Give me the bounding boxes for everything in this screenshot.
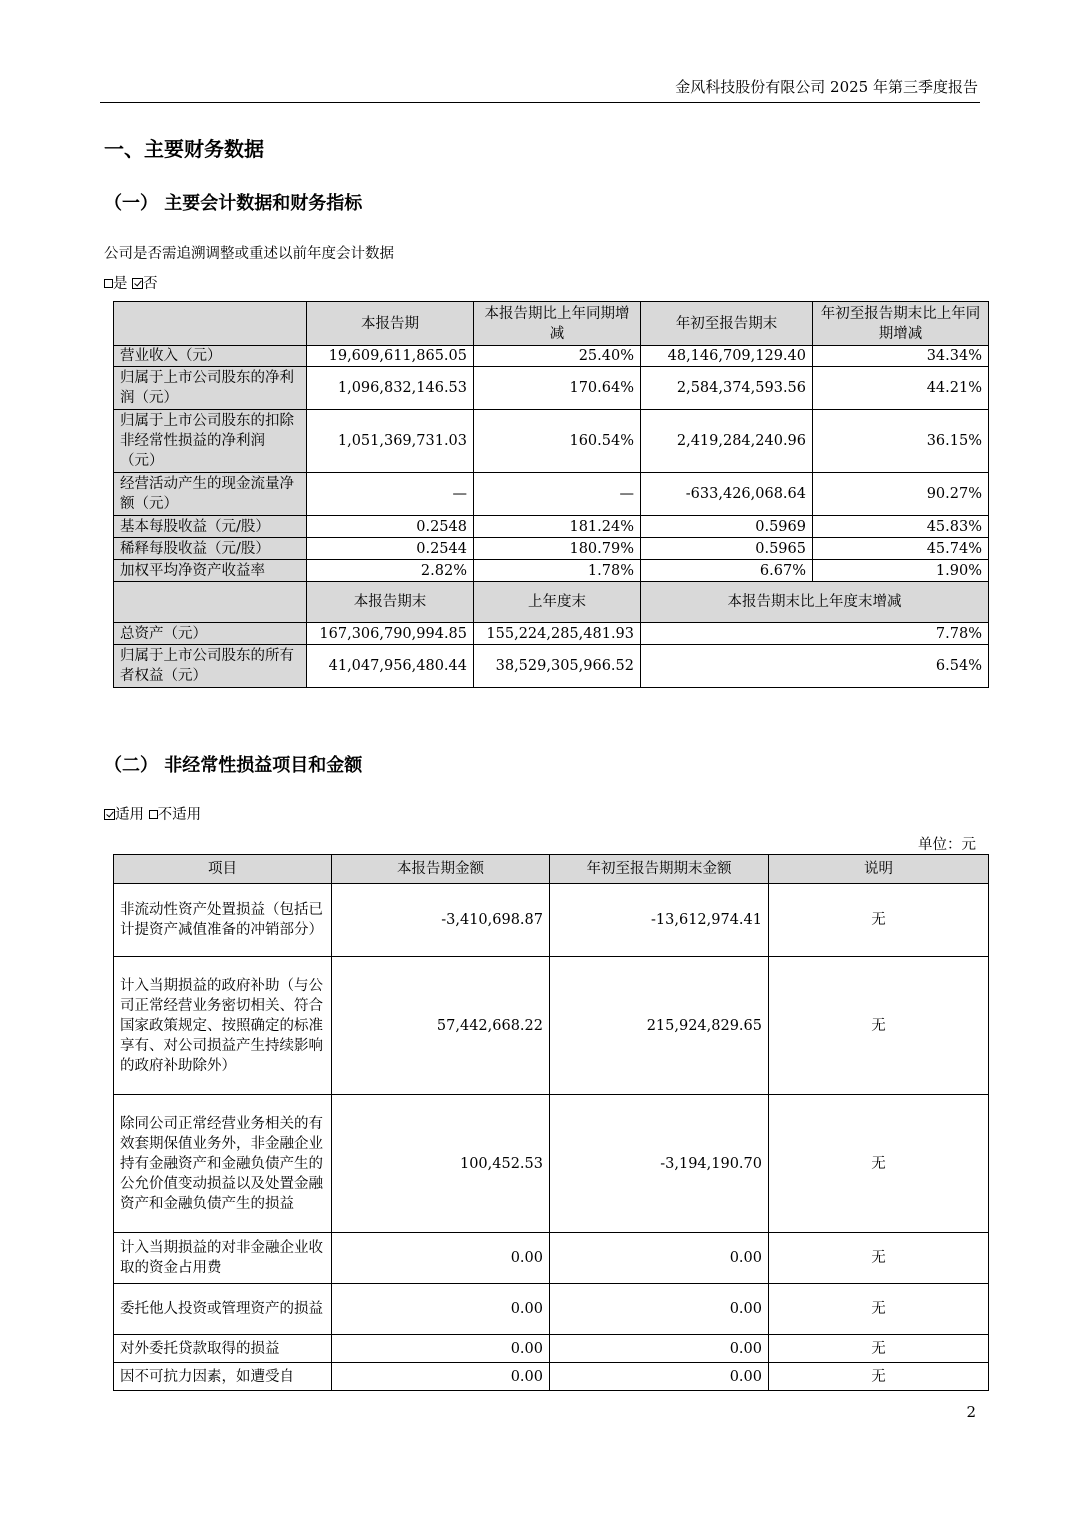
table-row [114, 1335, 989, 1363]
cell: 44.21% [813, 367, 989, 410]
cell: 45.74% [813, 538, 989, 560]
row-label: 归属于上市公司股东的所有者权益（元） [114, 645, 307, 688]
item-label: 因不可抗力因素，如遭受自 [114, 1363, 332, 1391]
header-cell: 上年度末 [474, 582, 641, 623]
cell: 0.00 [332, 1284, 550, 1335]
cell: 19,609,611,865.05 [307, 346, 474, 367]
checkbox-no-checked[interactable] [132, 278, 143, 289]
row-label: 基本每股收益（元/股） [114, 516, 307, 538]
header-cell: 本报告期 [307, 302, 474, 346]
table-row [114, 1284, 989, 1335]
cell: 155,224,285,481.93 [474, 623, 641, 645]
header-cell: 年初至报告期期末金额 [550, 855, 769, 884]
cell: 0.00 [550, 1233, 769, 1284]
row-label: 稀释每股收益（元/股） [114, 538, 307, 560]
table-row [114, 1233, 989, 1284]
item-label: 计入当期损益的政府补助（与公司正常经营业务密切相关、符合国家政策规定、按照确定的标准享有、对公司损益产生持续影响的政府补助除外） [114, 957, 332, 1095]
cell: 无 [769, 1233, 989, 1284]
cell: 41,047,956,480.44 [307, 645, 474, 688]
row-label: 归属于上市公司股东的净利润（元） [114, 367, 307, 410]
item-label: 委托他人投资或管理资产的损益 [114, 1284, 332, 1335]
checkbox-not-applicable[interactable] [149, 810, 158, 819]
financial-data-table [113, 301, 989, 688]
cell: 0.5965 [641, 538, 813, 560]
cell: 0.00 [550, 1363, 769, 1391]
cell: 0.00 [550, 1284, 769, 1335]
checkbox-applicable-checked[interactable] [104, 809, 115, 820]
restatement-options [104, 272, 158, 293]
option-applicable-label: 适用 [115, 807, 144, 823]
table-row [114, 346, 989, 367]
table-row [114, 645, 989, 688]
header-cell: 本报告期金额 [332, 855, 550, 884]
row-label: 加权平均净资产收益率 [114, 560, 307, 582]
item-label: 对外委托贷款取得的损益 [114, 1335, 332, 1363]
cell: 6.54% [641, 645, 989, 688]
cell: 100,452.53 [332, 1095, 550, 1233]
cell: 0.00 [332, 1233, 550, 1284]
cell: 170.64% [474, 367, 641, 410]
row-label: 营业收入（元） [114, 346, 307, 367]
cell: 6.67% [641, 560, 813, 582]
non-recurring-items-table [113, 854, 989, 1391]
table-row [114, 1095, 989, 1233]
cell: 45.83% [813, 516, 989, 538]
cell: 1.78% [474, 560, 641, 582]
cell: 57,442,668.22 [332, 957, 550, 1095]
header-cell [114, 582, 307, 623]
table-row [114, 1363, 989, 1391]
page-number: 2 [966, 1403, 976, 1421]
cell: 215,924,829.65 [550, 957, 769, 1095]
cell: 0.2544 [307, 538, 474, 560]
header-rule [100, 102, 980, 103]
cell: 90.27% [813, 473, 989, 516]
cell: 1,051,369,731.03 [307, 410, 474, 473]
table-row [114, 367, 989, 410]
table-row [114, 957, 989, 1095]
cell: 25.40% [474, 346, 641, 367]
cell: -3,194,190.70 [550, 1095, 769, 1233]
cell: 0.2548 [307, 516, 474, 538]
header-cell: 年初至报告期末比上年同期增减 [813, 302, 989, 346]
cell: 0.00 [332, 1335, 550, 1363]
item-label: 除同公司正常经营业务相关的有效套期保值业务外，非金融企业持有金融资产和金融负债产生的公允价值变动损益以及处置金融资产和金融负债产生的损益 [114, 1095, 332, 1233]
unit-label: 单位：元 [918, 837, 976, 853]
cell: 2.82% [307, 560, 474, 582]
cell: -3,410,698.87 [332, 884, 550, 957]
cell: 181.24% [474, 516, 641, 538]
header-cell: 本报告期比上年同期增减 [474, 302, 641, 346]
cell: 160.54% [474, 410, 641, 473]
cell: 48,146,709,129.40 [641, 346, 813, 367]
header-cell [114, 302, 307, 346]
cell: 无 [769, 884, 989, 957]
cell: 0.00 [332, 1363, 550, 1391]
header-cell: 本报告期末 [307, 582, 474, 623]
cell: 无 [769, 1284, 989, 1335]
table-row [114, 560, 989, 582]
cell: 180.79% [474, 538, 641, 560]
header-cell: 说明 [769, 855, 989, 884]
checkbox-yes[interactable] [104, 279, 113, 288]
cell: 无 [769, 1095, 989, 1233]
cell: 7.78% [641, 623, 989, 645]
applicability-options [104, 803, 201, 824]
table-row [114, 538, 989, 560]
cell: — [474, 473, 641, 516]
cell: 38,529,305,966.52 [474, 645, 641, 688]
cell: — [307, 473, 474, 516]
option-no-label: 否 [143, 276, 158, 292]
cell: 2,584,374,593.56 [641, 367, 813, 410]
cell: 1,096,832,146.53 [307, 367, 474, 410]
cell: 167,306,790,994.85 [307, 623, 474, 645]
table-row [114, 473, 989, 516]
table-row [114, 516, 989, 538]
item-label: 计入当期损益的对非金融企业收取的资金占用费 [114, 1233, 332, 1284]
cell: 无 [769, 1363, 989, 1391]
table-row [114, 410, 989, 473]
row-label: 总资产（元） [114, 623, 307, 645]
row-label: 归属于上市公司股东的扣除非经常性损益的净利润（元） [114, 410, 307, 473]
table-row [114, 623, 989, 645]
header-cell: 项目 [114, 855, 332, 884]
cell: -13,612,974.41 [550, 884, 769, 957]
option-not-applicable-label: 不适用 [157, 807, 202, 823]
item-label: 非流动性资产处置损益（包括已计提资产减值准备的冲销部分） [114, 884, 332, 957]
row-label: 经营活动产生的现金流量净额（元） [114, 473, 307, 516]
cell: 34.34% [813, 346, 989, 367]
cell: -633,426,068.64 [641, 473, 813, 516]
cell: 无 [769, 957, 989, 1095]
table-row [114, 884, 989, 957]
cell: 无 [769, 1335, 989, 1363]
cell: 0.5969 [641, 516, 813, 538]
header-cell: 年初至报告期末 [641, 302, 813, 346]
restatement-question: 公司是否需追溯调整或重述以前年度会计数据 [104, 246, 394, 262]
section-title: 一、主要财务数据 [104, 137, 264, 161]
subsection-title-2: （二） 非经常性损益项目和金额 [104, 755, 363, 776]
cell: 2,419,284,240.96 [641, 410, 813, 473]
cell: 0.00 [550, 1335, 769, 1363]
page-header: 金风科技股份有限公司 2025 年第三季度报告 [675, 78, 978, 96]
option-yes-label: 是 [113, 276, 128, 292]
subsection-title-1: （一） 主要会计数据和财务指标 [104, 193, 363, 214]
cell: 36.15% [813, 410, 989, 473]
header-cell: 本报告期末比上年度末增减 [641, 582, 989, 623]
cell: 1.90% [813, 560, 989, 582]
